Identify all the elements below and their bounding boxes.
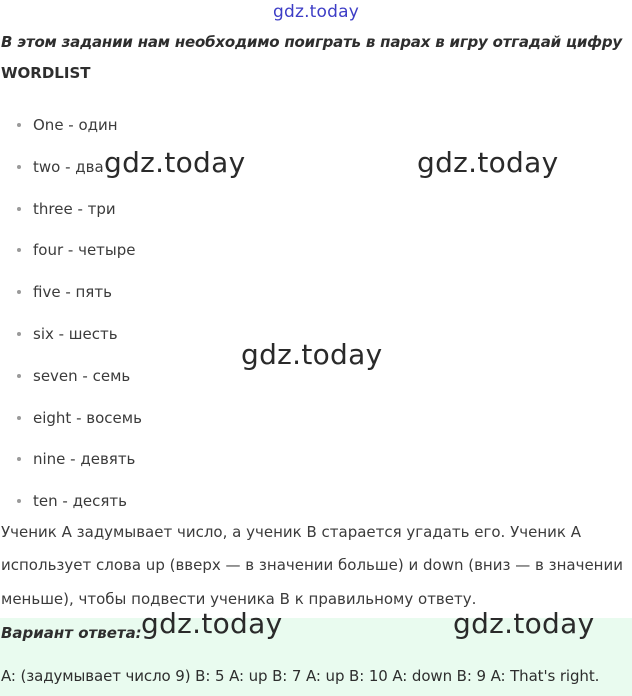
bullet-icon — [17, 416, 21, 420]
watermark: gdz.today — [104, 146, 246, 179]
description-line-2: использует слова up (вверх — в значении больше) и down (вниз — в значении — [1, 556, 623, 574]
word-pair: ten - десять — [33, 492, 128, 511]
watermark: gdz.today — [241, 338, 383, 371]
word-pair: four - четыре — [33, 241, 136, 260]
watermark: gdz.today — [417, 146, 559, 179]
word-pair: nine - девять — [33, 450, 136, 469]
list-item — [0, 277, 142, 319]
list-item — [0, 194, 142, 236]
description-line-3: меньше), чтобы подвести ученика В к правильному ответу. — [1, 590, 477, 608]
bullet-icon — [17, 207, 21, 211]
list-item — [0, 319, 142, 361]
bullet-icon — [17, 123, 21, 127]
word-pair: eight - восемь — [33, 408, 142, 427]
watermark: gdz.today — [453, 607, 595, 640]
word-pair: seven - семь — [33, 366, 131, 385]
bullet-icon — [17, 332, 21, 336]
list-item — [0, 235, 142, 277]
list-item — [0, 486, 142, 528]
list-item — [0, 361, 142, 403]
description-line-1: Ученик А задумывает число, а ученик В старается угадать его. Ученик А — [1, 523, 581, 541]
bullet-icon — [17, 374, 21, 378]
bullet-icon — [17, 248, 21, 252]
answer-text: A: (задумывает число 9) B: 5 A: up B: 7 A: up B: 10 A: down B: 9 A: That's right. — [1, 667, 600, 685]
site-logo[interactable]: gdz.today — [272, 2, 360, 22]
word-pair: One - один — [33, 116, 118, 134]
bullet-icon — [17, 165, 21, 169]
word-pair: two - два — [33, 157, 104, 176]
bullet-icon — [17, 457, 21, 461]
wordlist-heading: WORDLIST — [1, 64, 91, 82]
answer-label: Вариант ответа: — [1, 624, 142, 642]
list-item — [0, 444, 142, 486]
bullet-icon — [17, 499, 21, 503]
bullet-icon — [17, 290, 21, 294]
list-item — [0, 403, 142, 445]
word-pair: three - три — [33, 199, 116, 218]
watermark: gdz.today — [141, 607, 283, 640]
task-intro: В этом задании нам необходимо поиграть в парах в игру отгадай цифру — [1, 33, 622, 51]
word-pair: five - пять — [33, 283, 112, 302]
word-pair: six - шесть — [33, 324, 118, 343]
